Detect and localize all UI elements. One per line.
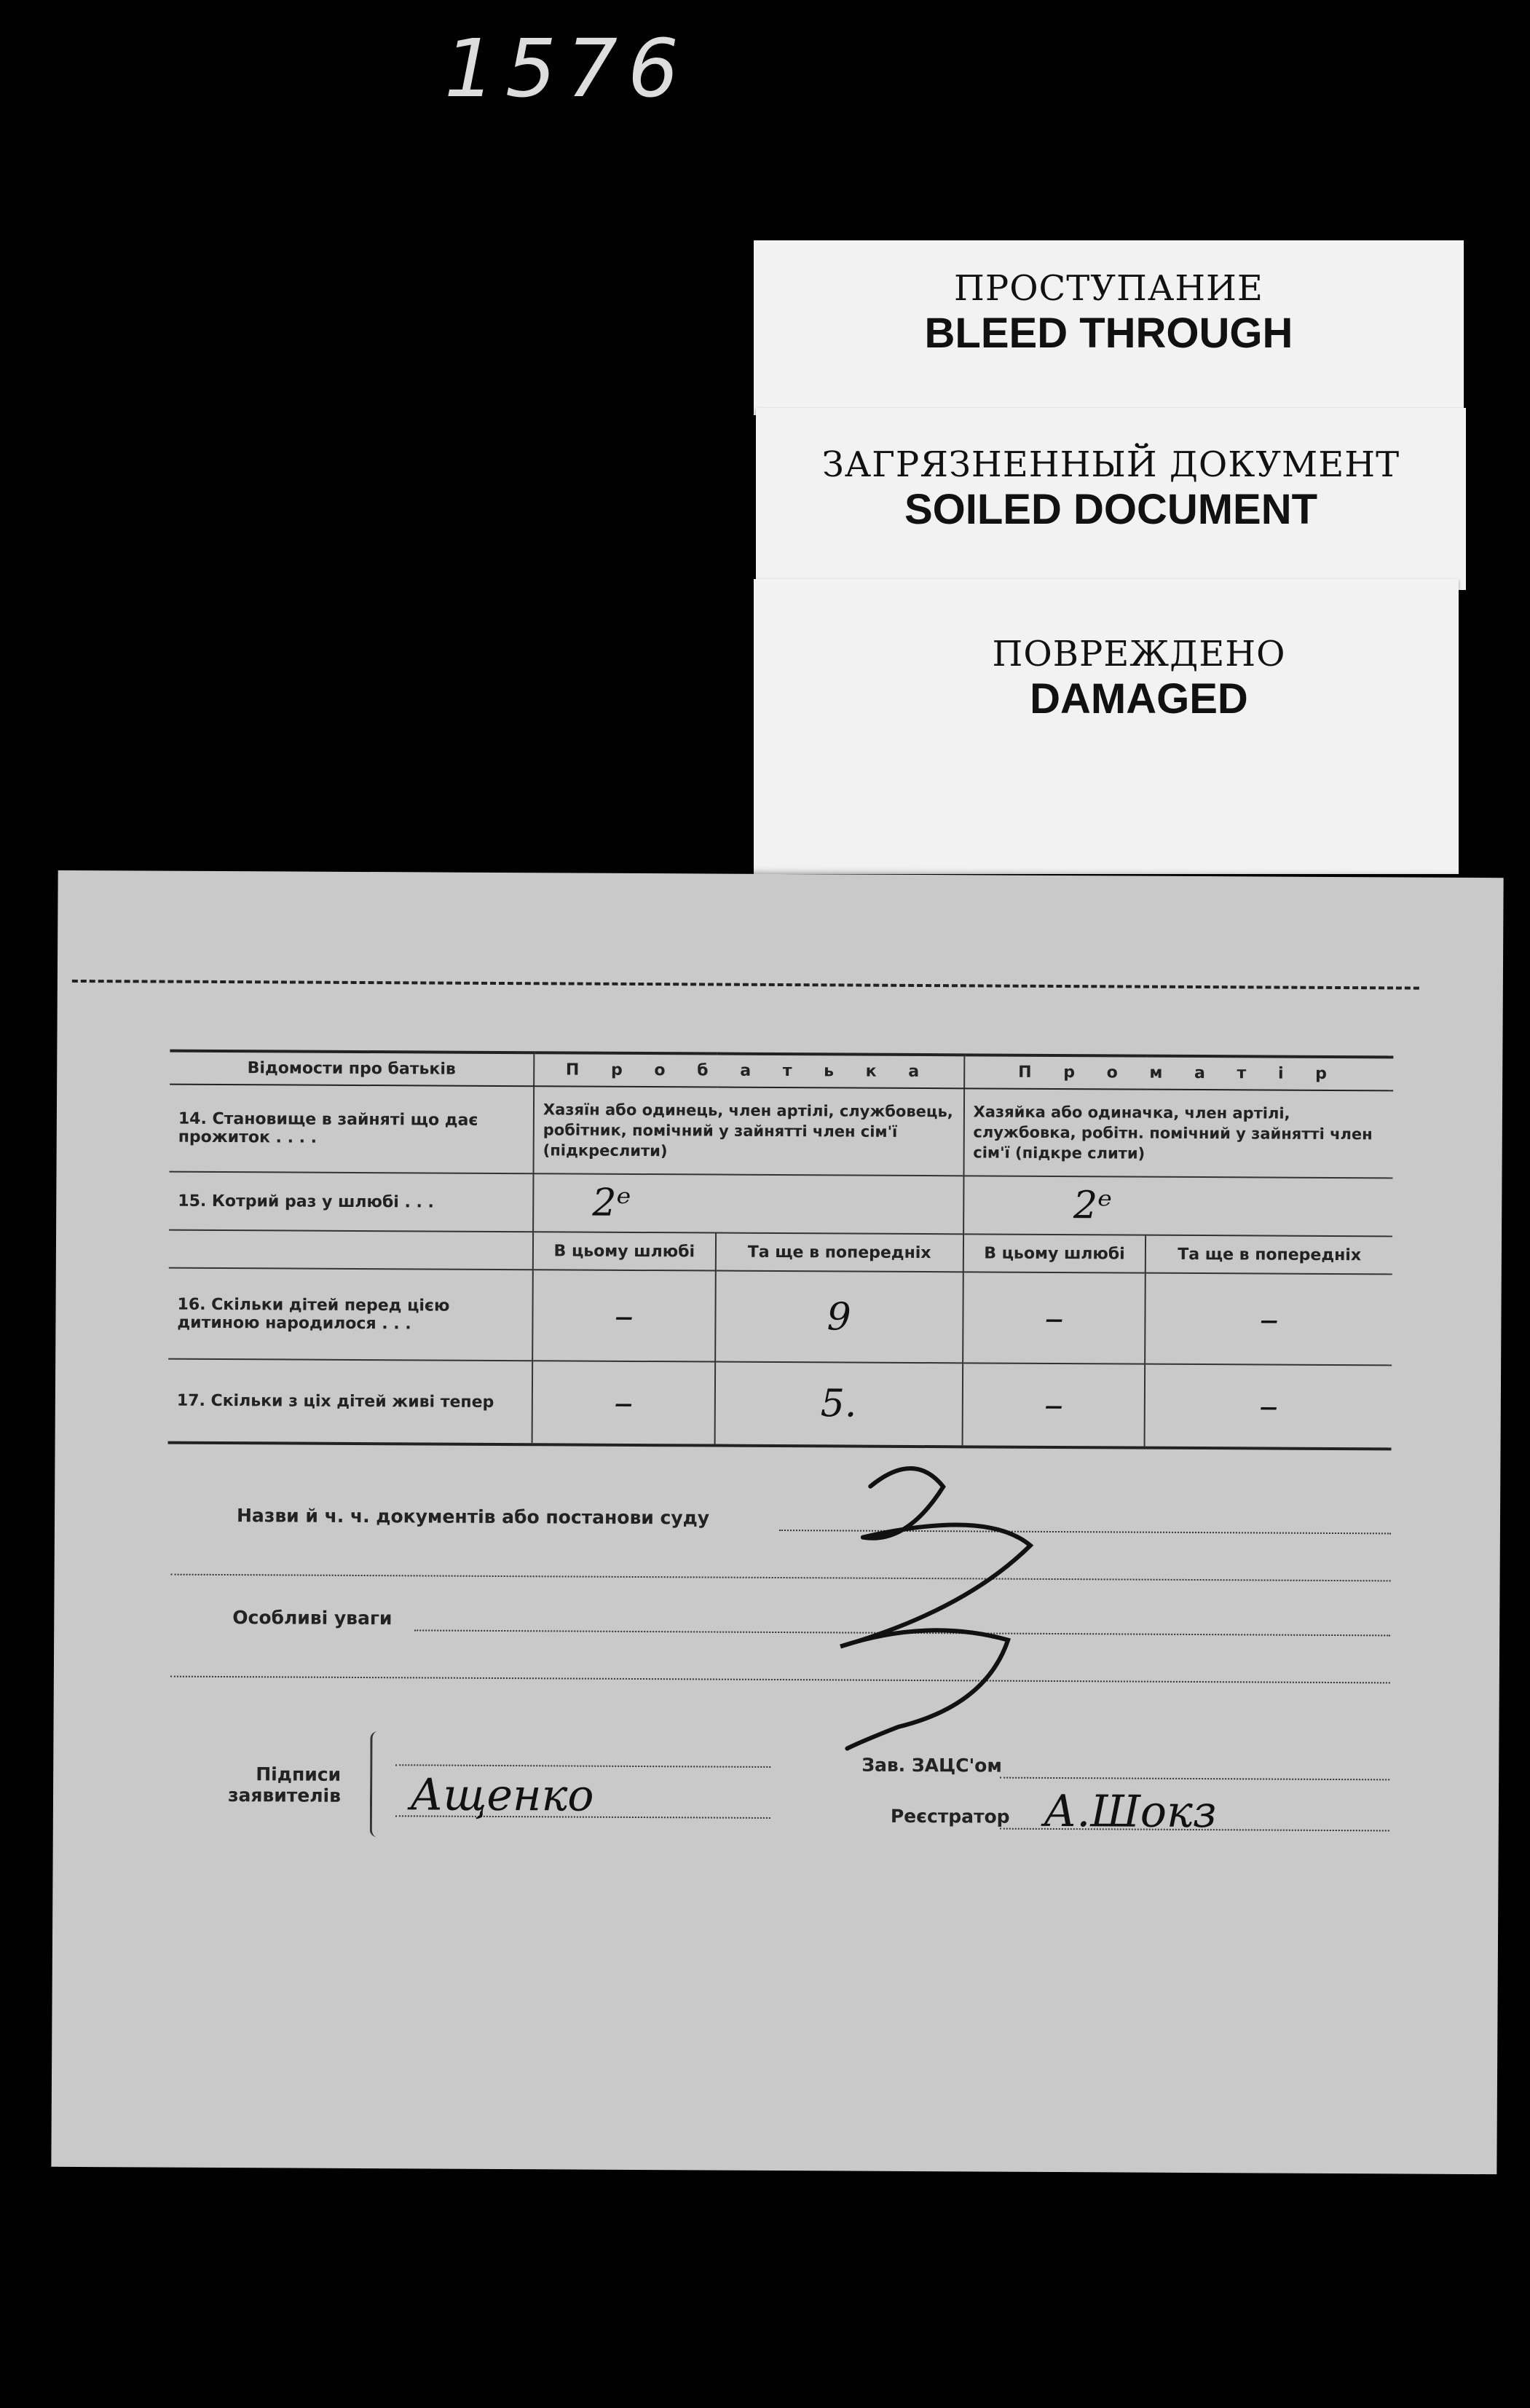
documents-line-2 — [171, 1574, 1391, 1582]
documents-label: Назви й ч. ч. документів або постанови суду — [236, 1505, 710, 1529]
bleed-through-card — [754, 240, 1464, 415]
damaged-en: DAMAGED — [1030, 675, 1248, 723]
row17-father-this: – — [532, 1361, 715, 1445]
header-father: П р о б а т ь к а — [534, 1052, 964, 1088]
signatures-label-line1: Підписи — [256, 1763, 342, 1785]
table-subheader-row — [169, 1230, 1392, 1275]
header-label: Відомости про батьків — [170, 1051, 534, 1087]
soiled-document-ru: ЗАГРЯЗНЕННЫЙ ДОКУМЕНТ — [821, 444, 1400, 485]
subheader-mother-prev: Та ще в попередніх — [1145, 1235, 1392, 1275]
row16-father-this: – — [532, 1270, 715, 1361]
row17-father-prev: 5. — [714, 1362, 962, 1447]
form-sheet — [51, 870, 1503, 2174]
damaged-card — [754, 579, 1459, 874]
table-row — [168, 1359, 1392, 1449]
row15-father-value: 2ᵉ — [533, 1173, 963, 1234]
head-line — [1000, 1777, 1389, 1781]
registrar-signature: А.Шокз — [1043, 1785, 1217, 1838]
row16-label: 16. Скільки дітей перед цією дитиною народилося . . . — [168, 1268, 533, 1361]
row17-mother-this: – — [962, 1363, 1145, 1447]
bleed-through-ru: ПРОСТУПАНИЕ — [954, 268, 1263, 309]
remarks-line-2 — [170, 1676, 1390, 1684]
row14-label: 14. Становище в зайняті що дає прожиток . . . . — [170, 1085, 535, 1174]
subheader-empty — [169, 1230, 533, 1270]
row15-mother-value: 2ᵉ — [963, 1176, 1393, 1236]
parents-table — [168, 1050, 1394, 1451]
row17-label: 17. Скільки з ціх дітей живі тепер — [168, 1359, 533, 1445]
signatures-label-line2: заявителів — [227, 1785, 342, 1806]
soiled-document-card — [756, 408, 1466, 590]
applicant-signature: Ащенко — [409, 1769, 594, 1822]
row14-father-options: Хазяїн або одинець, член артілі, службовець, робітник, помічний у зайнятті член сім'ї (підкреслити) — [534, 1086, 964, 1176]
table-row — [168, 1268, 1392, 1366]
signatures-label — [228, 1763, 341, 1806]
table-row — [169, 1172, 1392, 1237]
signature-line-1 — [395, 1764, 770, 1768]
table-row — [170, 1085, 1394, 1179]
subheader-father-prev: Та ще в попередніх — [716, 1233, 963, 1272]
row16-mother-prev: – — [1145, 1273, 1392, 1366]
head-label: Зав. ЗАЦС'ом — [861, 1754, 1002, 1777]
bleed-through-en: BLEED THROUGH — [924, 310, 1293, 357]
damaged-ru: ПОВРЕЖДЕНО — [992, 634, 1286, 674]
header-mother: П р о м а т і р — [964, 1055, 1394, 1090]
signatures-brace — [370, 1731, 385, 1837]
row16-father-prev: 9 — [715, 1271, 963, 1364]
remarks-label: Особливі уваги — [232, 1607, 393, 1629]
registrar-label: Реєстратор — [890, 1805, 1010, 1827]
soiled-document-en: SOILED DOCUMENT — [904, 486, 1318, 533]
row16-mother-this: – — [963, 1272, 1145, 1364]
perforation-line — [72, 980, 1419, 990]
frame-number: 1576 — [444, 22, 689, 115]
row14-mother-options: Хазяйка або одиначка, член артілі, службовка, робітн. помічний у зайнятті член сім'ї (підкре слити) — [963, 1088, 1393, 1178]
subheader-mother-this: В цьому шлюбі — [963, 1234, 1145, 1272]
subheader-father-this: В цьому шлюбі — [533, 1232, 716, 1270]
z-strike-mark — [818, 1457, 1096, 1771]
row17-mother-prev: – — [1145, 1364, 1392, 1449]
row15-label: 15. Котрий раз у шлюбі . . . — [169, 1172, 533, 1232]
